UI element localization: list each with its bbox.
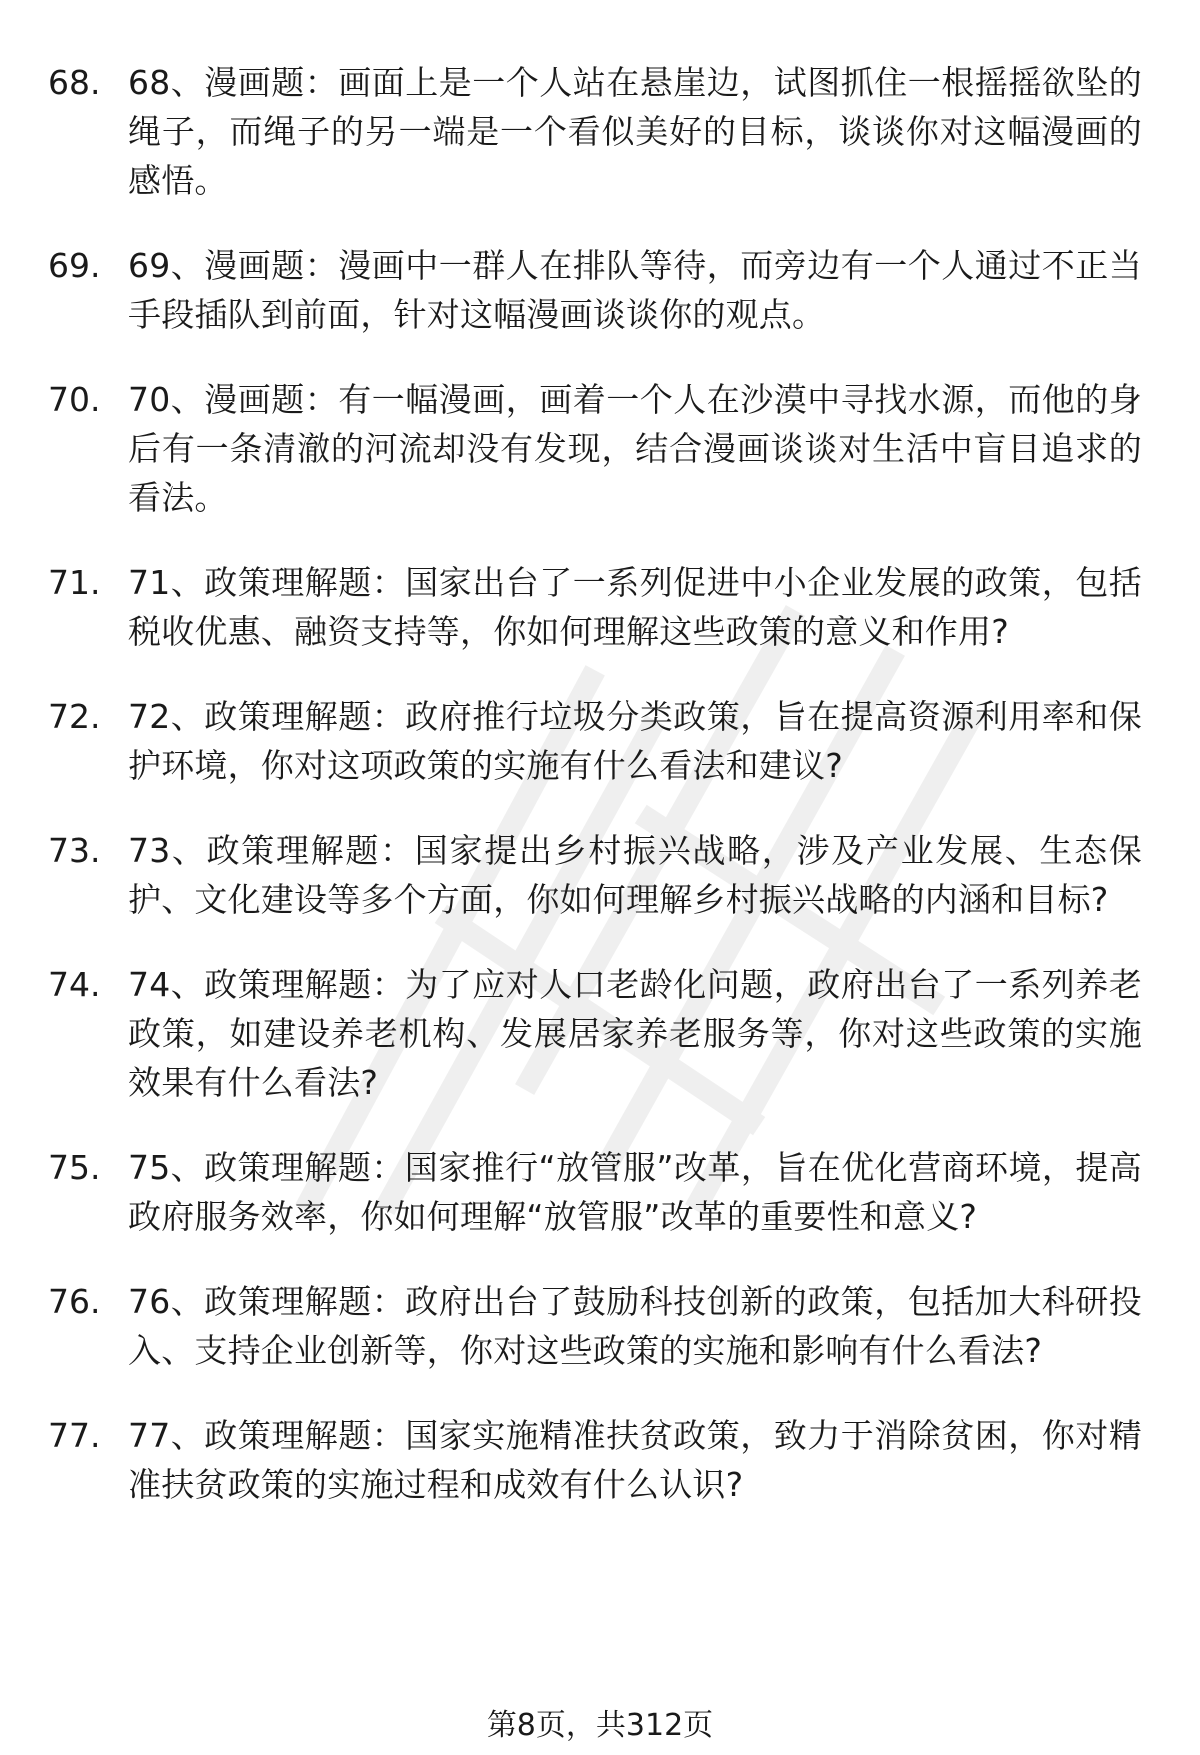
list-item (0, 692, 1200, 790)
list-item (0, 960, 1200, 1107)
list-item (0, 1411, 1200, 1509)
item-number: 76. (48, 1282, 101, 1321)
item-number: 71. (48, 563, 101, 602)
list-item (0, 826, 1200, 924)
item-text: 68、漫画题：画面上是一个人站在悬崖边，试图抓住一根摇摇欲坠的绳子，而绳子的另一端是一个看似美好的目标，谈谈你对这幅漫画的感悟。 (128, 63, 1142, 200)
item-number: 74. (48, 965, 101, 1004)
item-number: 69. (48, 246, 101, 285)
list-item (0, 241, 1200, 339)
item-text: 77、政策理解题：国家实施精准扶贫政策，致力于消除贫困，你对精准扶贫政策的实施过程和成效有什么认识? (128, 1416, 1142, 1504)
item-number: 73. (48, 831, 101, 870)
list-item (0, 375, 1200, 522)
item-text: 75、政策理解题：国家推行“放管服”改革，旨在优化营商环境，提高政府服务效率，你如何理解“放管服”改革的重要性和意义? (128, 1148, 1142, 1236)
item-text: 69、漫画题：漫画中一群人在排队等待，而旁边有一个人通过不正当手段插队到前面，针对这幅漫画谈谈你的观点。 (128, 246, 1142, 334)
list-item (0, 1277, 1200, 1375)
question-list (0, 58, 1200, 1545)
item-number: 77. (48, 1416, 101, 1455)
item-text: 70、漫画题：有一幅漫画，画着一个人在沙漠中寻找水源，而他的身后有一条清澈的河流却没有发现，结合漫画谈谈对生活中盲目追求的看法。 (128, 380, 1142, 517)
list-item (0, 558, 1200, 656)
item-number: 72. (48, 697, 101, 736)
list-item (0, 1143, 1200, 1241)
item-text: 73、政策理解题：国家提出乡村振兴战略，涉及产业发展、生态保护、文化建设等多个方面，你如何理解乡村振兴战略的内涵和目标? (128, 831, 1142, 919)
item-number: 68. (48, 63, 101, 102)
item-text: 76、政策理解题：政府出台了鼓励科技创新的政策，包括加大科研投入、支持企业创新等，你对这些政策的实施和影响有什么看法? (128, 1282, 1142, 1370)
item-text: 74、政策理解题：为了应对人口老龄化问题，政府出台了一系列养老政策，如建设养老机构、发展居家养老服务等，你对这些政策的实施效果有什么看法? (128, 965, 1142, 1102)
list-item (0, 58, 1200, 205)
page-footer: 第8页，共312页 (486, 1708, 714, 1743)
item-number: 70. (48, 380, 101, 419)
item-text: 72、政策理解题：政府推行垃圾分类政策，旨在提高资源利用率和保护环境，你对这项政策的实施有什么看法和建议? (128, 697, 1142, 785)
item-text: 71、政策理解题：国家出台了一系列促进中小企业发展的政策，包括税收优惠、融资支持等，你如何理解这些政策的意义和作用? (128, 563, 1142, 651)
item-number: 75. (48, 1148, 101, 1187)
